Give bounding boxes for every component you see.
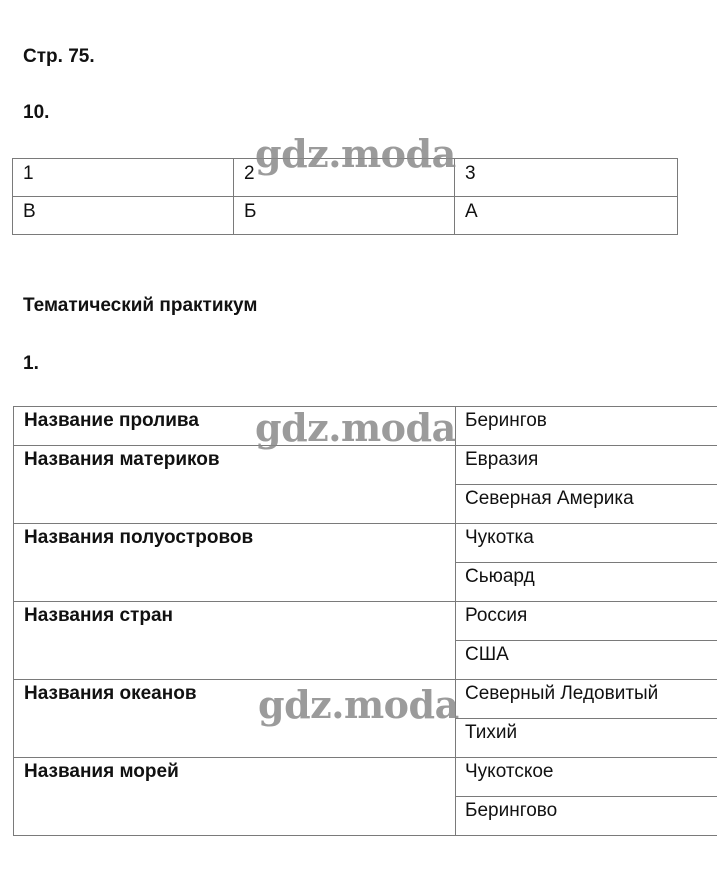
answer-header-1: 1 xyxy=(13,159,234,197)
value-cell: Евразия xyxy=(456,446,717,485)
category-cell: Названия морей xyxy=(14,758,456,836)
value-cell: Тихий xyxy=(456,719,717,758)
table-row xyxy=(13,197,678,235)
task-1-matching-table xyxy=(13,406,717,836)
value-cell: Россия xyxy=(456,602,717,641)
value-cell: Чукотка xyxy=(456,524,717,563)
value-cell: Северная Америка xyxy=(456,485,717,524)
value-cell: Берингово xyxy=(456,797,717,836)
answer-value-2: Б xyxy=(234,197,455,235)
table-row xyxy=(14,446,717,485)
category-cell: Название пролива xyxy=(14,407,456,446)
category-cell: Названия материков xyxy=(14,446,456,524)
table-row xyxy=(13,159,678,197)
watermark-logo: gdz.moda xyxy=(255,405,456,450)
value-cell: Чукотское xyxy=(456,758,717,797)
category-cell: Названия полуостровов xyxy=(14,524,456,602)
page-reference: Стр. 75. xyxy=(23,46,95,67)
watermark-logo: gdz.moda xyxy=(258,682,459,727)
value-cell: США xyxy=(456,641,717,680)
answer-value-1: В xyxy=(13,197,234,235)
table-row xyxy=(14,407,717,446)
task-10-answer-table xyxy=(12,158,678,235)
watermark-logo: gdz.moda xyxy=(255,131,456,176)
table-row xyxy=(14,758,717,797)
answer-header-2: 2 xyxy=(234,159,455,197)
table-row xyxy=(14,602,717,641)
section-title: Тематический практикум xyxy=(23,295,258,316)
table-row xyxy=(14,524,717,563)
value-cell: Северный Ледовитый xyxy=(456,680,717,719)
value-cell: Сьюард xyxy=(456,563,717,602)
category-cell: Названия стран xyxy=(14,602,456,680)
task-10-number: 10. xyxy=(23,102,50,123)
table-row xyxy=(14,680,717,719)
task-1-number: 1. xyxy=(23,353,39,374)
category-cell: Названия океанов xyxy=(14,680,456,758)
answer-value-3: А xyxy=(455,197,678,235)
value-cell: Берингов xyxy=(456,407,717,446)
answer-header-3: 3 xyxy=(455,159,678,197)
